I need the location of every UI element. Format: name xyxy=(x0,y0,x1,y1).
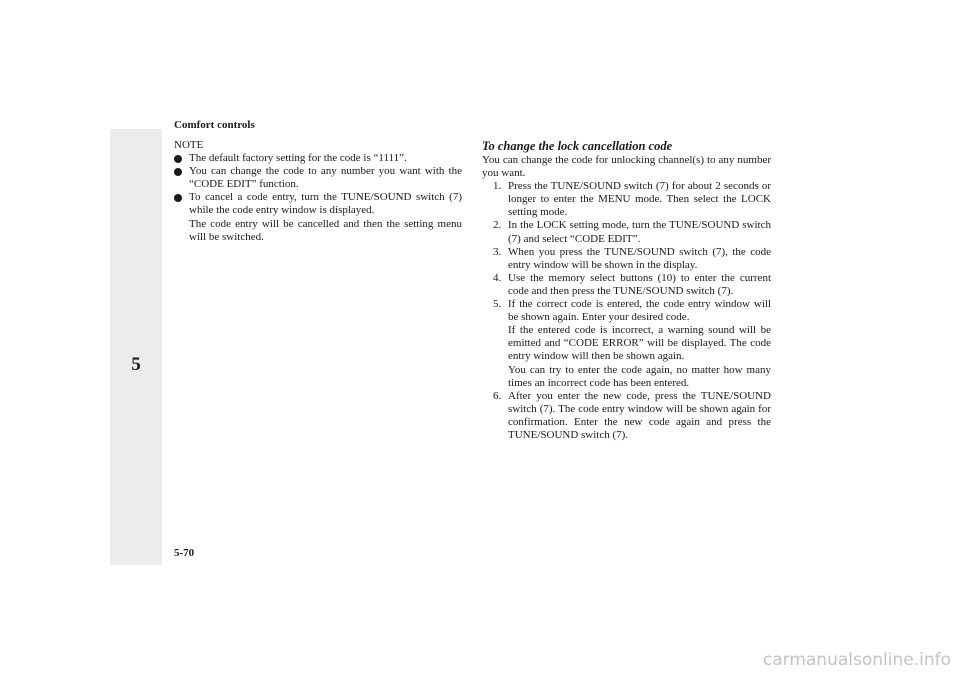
bullet-icon xyxy=(174,168,182,176)
section-header: Comfort controls xyxy=(174,119,255,131)
step-item xyxy=(493,298,771,390)
note-title: NOTE xyxy=(174,139,204,151)
note-bullet: You can change the code to any number you want with the “CODE EDIT” function. xyxy=(174,165,462,191)
step-number: 1. xyxy=(493,180,502,193)
step-item xyxy=(493,180,771,219)
step-number: 5. xyxy=(493,298,502,311)
step-number: 6. xyxy=(493,389,502,402)
note-bullet-continuation: The code entry will be cancelled and then the setting menu will be switched. xyxy=(189,217,462,243)
watermark: carmanualsonline.info xyxy=(762,650,951,670)
step-continuation: If the entered code is incorrect, a warning sound will be emitted and “CODE ERROR” will be displayed. The code entry window will then be shown again. xyxy=(508,324,771,363)
procedure-column xyxy=(482,139,771,442)
bullet-icon xyxy=(174,155,182,163)
step-item xyxy=(493,246,771,272)
note-bullets xyxy=(174,152,462,244)
step-item xyxy=(493,219,771,245)
step-text: Press the TUNE/SOUND switch (7) for about 2 seconds or longer to enter the MENU mode. Then select the LOCK setting mode. xyxy=(508,180,771,219)
chapter-tab xyxy=(110,129,162,565)
note-bullet: To cancel a code entry, turn the TUNE/SOUND switch (7) while the code entry window is displayed. The code entry will be cancelled and then the setting menu will be switched. xyxy=(174,191,462,243)
note-bullet: The default factory setting for the code is “1111”. xyxy=(174,152,462,165)
step-continuation: You can try to enter the code again, no matter how many times an incorrect code has been entered. xyxy=(508,363,771,389)
step-text: When you press the TUNE/SOUND switch (7), the code entry window will be shown in the display. xyxy=(508,245,771,271)
step-text: Use the memory select buttons (10) to enter the current code and then press the TUNE/SOUND switch (7). xyxy=(508,271,771,297)
bullet-icon xyxy=(174,194,182,202)
step-text: After you enter the new code, press the TUNE/SOUND switch (7). The code entry window will be shown again for confirmation. Enter the new code again and press the TUNE/SOUND switch (7). xyxy=(508,389,771,441)
step-text: In the LOCK setting mode, turn the TUNE/SOUND switch (7) and select “CODE EDIT”. xyxy=(508,219,771,245)
step-number: 2. xyxy=(493,219,502,232)
section-title: To change the lock cancellation code xyxy=(482,139,673,153)
step-list xyxy=(482,180,771,442)
note-column xyxy=(174,139,462,244)
step-item xyxy=(493,272,771,298)
step-number: 3. xyxy=(493,245,502,258)
page-number: 5-70 xyxy=(174,547,195,559)
chapter-number: 5 xyxy=(131,354,141,375)
step-number: 4. xyxy=(493,271,502,284)
section-intro: You can change the code for unlocking channel(s) to any number you want. xyxy=(482,154,771,180)
step-item xyxy=(493,390,771,442)
step-text: If the correct code is entered, the code entry window will be shown again. Enter your desired code. xyxy=(508,298,771,324)
